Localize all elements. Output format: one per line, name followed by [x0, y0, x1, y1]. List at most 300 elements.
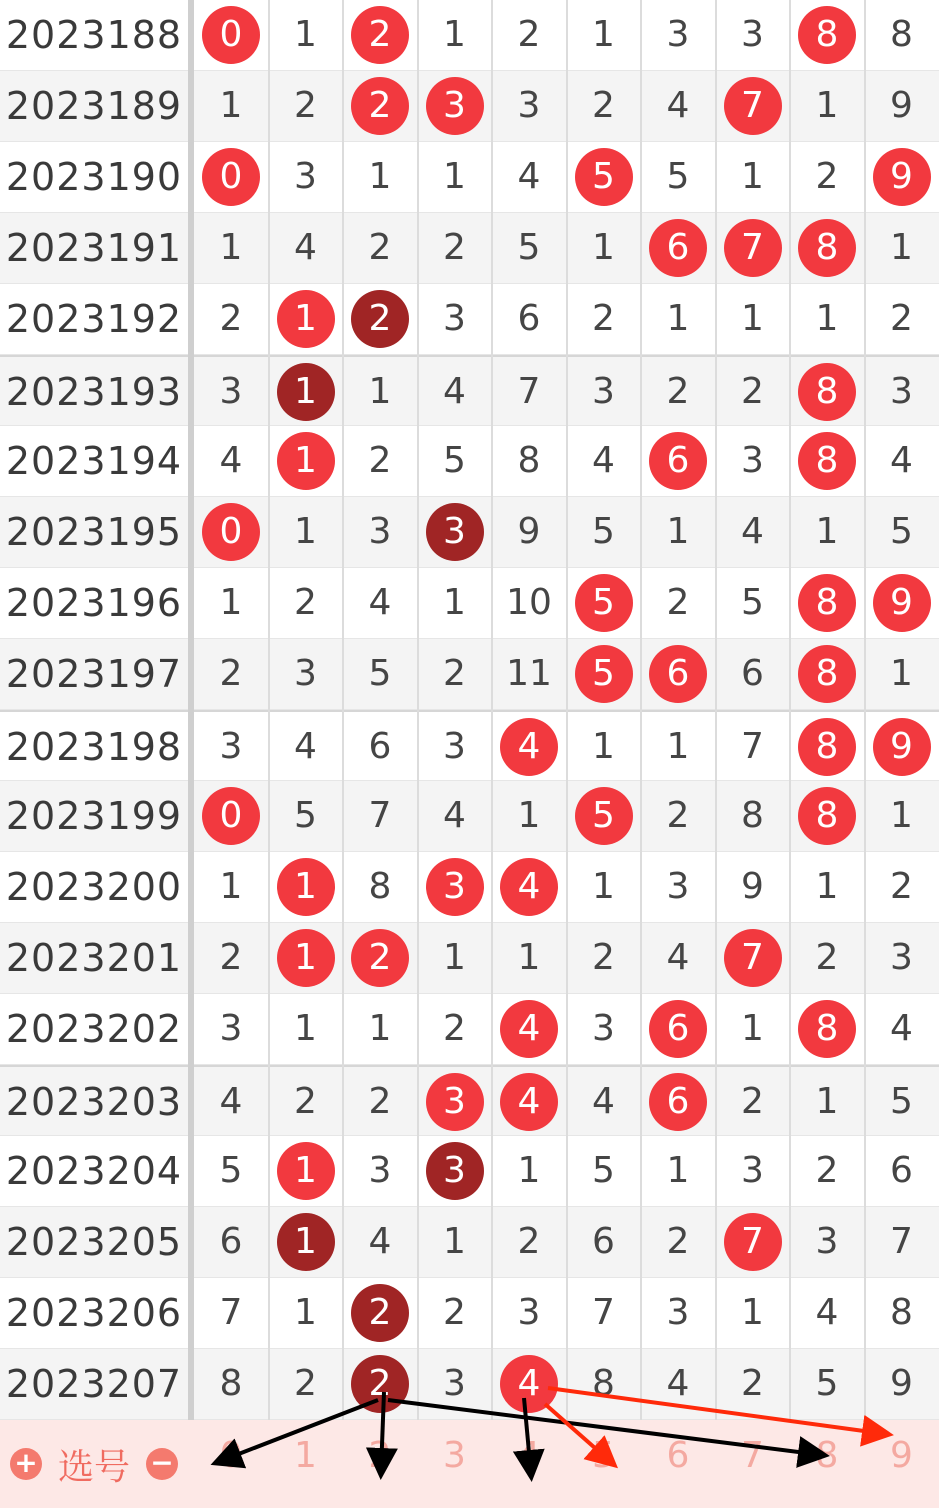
- miss-count: [567, 0, 641, 70]
- cell-value: 1: [443, 14, 466, 55]
- miss-count: [865, 1136, 939, 1206]
- miss-count: [567, 426, 641, 496]
- miss-count: [269, 568, 343, 638]
- miss-count: [194, 1067, 268, 1137]
- cell-value: 2: [592, 298, 615, 339]
- cell-value: 2: [219, 298, 243, 339]
- hit-ball: [641, 213, 715, 283]
- miss-count: [716, 1067, 790, 1137]
- cell-value: 6: [649, 432, 707, 490]
- miss-count: [492, 142, 566, 212]
- miss-count: [343, 142, 417, 212]
- hit-ball: [641, 426, 715, 496]
- cell-value: 2: [294, 85, 317, 126]
- cell-value: 3: [890, 371, 913, 412]
- cell-value: 8: [798, 432, 856, 490]
- digit-select-8[interactable]: 8: [815, 1435, 839, 1476]
- hit-ball: [418, 1136, 492, 1206]
- cell-value: 5: [890, 1081, 913, 1122]
- cell-value: 1: [666, 298, 690, 339]
- miss-count: [492, 639, 566, 709]
- cell-value: 1: [277, 929, 335, 987]
- miss-count: [567, 852, 641, 922]
- cell-value: 6: [592, 1221, 615, 1262]
- cell-value: 1: [517, 1150, 541, 1191]
- hit-ball: [790, 426, 864, 496]
- miss-count: [716, 1278, 790, 1348]
- hit-ball: [790, 0, 864, 70]
- cell-value: 1: [368, 371, 392, 412]
- cell-value: 1: [294, 1008, 317, 1049]
- miss-count: [343, 213, 417, 283]
- miss-count: [492, 426, 566, 496]
- digit-select-2[interactable]: 2: [368, 1435, 392, 1476]
- miss-count: [418, 1349, 492, 1419]
- cell-value: 7: [724, 77, 782, 135]
- cell-value: 9: [741, 866, 764, 907]
- miss-count: [790, 1207, 864, 1277]
- issue-number: 2023198: [5, 725, 183, 769]
- cell-value: 4: [741, 511, 764, 552]
- cell-value: 9: [517, 511, 541, 552]
- cell-value: 6: [517, 298, 541, 339]
- cell-value: 1: [294, 1292, 317, 1333]
- miss-count: [865, 1067, 939, 1137]
- miss-count: [194, 1278, 268, 1348]
- miss-count: [716, 0, 790, 70]
- hit-ball: [641, 1067, 715, 1137]
- miss-count: [641, 71, 715, 141]
- hit-ball: [790, 712, 864, 782]
- cell-value: 7: [724, 929, 782, 987]
- hit-ball: [269, 852, 343, 922]
- miss-count: [194, 284, 268, 354]
- hit-ball: [343, 1278, 417, 1348]
- hit-ball: [567, 639, 641, 709]
- digit-select-3[interactable]: 3: [443, 1435, 466, 1476]
- miss-count: [567, 994, 641, 1064]
- cell-value: 6: [649, 219, 707, 277]
- table-row: [0, 355, 939, 426]
- table-row: [0, 284, 939, 355]
- cell-value: 2: [592, 937, 615, 978]
- cell-value: 1: [294, 14, 317, 55]
- cell-value: 7: [724, 219, 782, 277]
- cell-value: 3: [443, 298, 466, 339]
- cell-value: 4: [500, 718, 558, 776]
- cell-value: 1: [368, 1008, 392, 1049]
- cell-value: 8: [890, 1292, 913, 1333]
- hit-ball: [790, 357, 864, 427]
- cell-value: 2: [351, 290, 409, 348]
- hit-ball: [865, 712, 939, 782]
- cell-value: 10: [506, 582, 552, 623]
- cell-value: 5: [575, 645, 633, 703]
- cell-value: 3: [426, 1073, 484, 1131]
- cell-value: 1: [741, 1008, 764, 1049]
- cell-value: 4: [666, 85, 690, 126]
- miss-count: [865, 284, 939, 354]
- hit-ball: [790, 781, 864, 851]
- miss-count: [790, 1349, 864, 1419]
- miss-count: [865, 639, 939, 709]
- cell-value: 2: [815, 937, 839, 978]
- cell-value: 1: [277, 1142, 335, 1200]
- miss-count: [418, 712, 492, 782]
- cell-value: 3: [666, 1292, 690, 1333]
- miss-count: [194, 994, 268, 1064]
- column-divider: [715, 0, 717, 1420]
- miss-count: [492, 781, 566, 851]
- cell-value: 5: [443, 440, 466, 481]
- cell-value: 7: [592, 1292, 615, 1333]
- cell-value: 3: [517, 85, 541, 126]
- cell-value: 5: [575, 148, 633, 206]
- miss-count: [641, 852, 715, 922]
- cell-value: 8: [517, 440, 541, 481]
- cell-value: 4: [368, 582, 392, 623]
- miss-count: [269, 781, 343, 851]
- cell-value: 3: [592, 371, 615, 412]
- miss-count: [492, 213, 566, 283]
- cell-value: 6: [741, 653, 764, 694]
- miss-count: [567, 497, 641, 567]
- cell-value: 9: [873, 574, 931, 632]
- cell-value: 5: [592, 511, 615, 552]
- cell-value: 8: [890, 14, 913, 55]
- miss-count: [865, 1207, 939, 1277]
- table-row: [0, 781, 939, 852]
- cell-value: 2: [815, 156, 839, 197]
- cell-value: 4: [815, 1292, 839, 1333]
- issue-number: 2023194: [5, 439, 183, 483]
- cell-value: 8: [798, 1000, 856, 1058]
- cell-value: 2: [351, 1355, 409, 1413]
- miss-count: [418, 0, 492, 70]
- miss-count: [641, 1278, 715, 1348]
- hit-ball: [343, 1349, 417, 1419]
- miss-count: [716, 852, 790, 922]
- cell-value: 2: [443, 227, 466, 268]
- hit-ball: [492, 1067, 566, 1137]
- miss-count: [418, 213, 492, 283]
- miss-count: [343, 781, 417, 851]
- digit-select-5[interactable]: 5: [592, 1435, 615, 1476]
- cell-value: 2: [741, 1363, 764, 1404]
- cell-value: 5: [890, 511, 913, 552]
- miss-count: [343, 852, 417, 922]
- miss-count: [865, 1349, 939, 1419]
- miss-count: [790, 284, 864, 354]
- miss-count: [716, 426, 790, 496]
- miss-count: [492, 1207, 566, 1277]
- column-divider: [417, 0, 419, 1420]
- miss-count: [194, 1349, 268, 1419]
- miss-count: [269, 1278, 343, 1348]
- miss-count: [418, 1207, 492, 1277]
- cell-value: 4: [443, 371, 466, 412]
- cell-value: 2: [666, 795, 690, 836]
- miss-count: [716, 712, 790, 782]
- issue-number: 2023190: [5, 155, 183, 199]
- miss-count: [716, 357, 790, 427]
- cell-value: 2: [368, 227, 392, 268]
- cell-value: 7: [517, 371, 541, 412]
- table-row: [0, 213, 939, 284]
- cell-value: 5: [219, 1150, 243, 1191]
- cell-value: 3: [426, 1142, 484, 1200]
- table-row: [0, 426, 939, 497]
- cell-value: 4: [592, 440, 615, 481]
- digit-select-9[interactable]: 9: [890, 1435, 913, 1476]
- miss-count: [343, 994, 417, 1064]
- issue-number: 2023188: [5, 13, 183, 57]
- digit-select-4[interactable]: 4: [517, 1435, 541, 1476]
- miss-count: [865, 71, 939, 141]
- cell-value: 9: [890, 1363, 913, 1404]
- cell-value: 6: [219, 1221, 243, 1262]
- issue-number: 2023197: [5, 652, 183, 696]
- cell-value: 3: [741, 14, 764, 55]
- miss-count: [790, 852, 864, 922]
- cell-value: 8: [798, 718, 856, 776]
- miss-count: [492, 568, 566, 638]
- table-row: [0, 71, 939, 142]
- hit-ball: [492, 852, 566, 922]
- cell-value: 8: [798, 219, 856, 277]
- hit-ball: [269, 1136, 343, 1206]
- miss-count: [269, 994, 343, 1064]
- digit-select-1[interactable]: 1: [294, 1435, 317, 1476]
- miss-count: [716, 142, 790, 212]
- issue-number: 2023207: [5, 1362, 183, 1406]
- cell-value: 1: [443, 156, 466, 197]
- cell-value: 4: [219, 1081, 243, 1122]
- cell-value: 9: [873, 718, 931, 776]
- cell-value: 6: [890, 1150, 913, 1191]
- miss-count: [418, 568, 492, 638]
- table-row: [0, 1278, 939, 1349]
- cell-value: 1: [815, 511, 839, 552]
- digit-select-6[interactable]: 6: [666, 1435, 690, 1476]
- cell-value: 1: [294, 511, 317, 552]
- miss-count: [567, 71, 641, 141]
- issue-number: 2023204: [5, 1149, 183, 1193]
- miss-count: [641, 497, 715, 567]
- cell-value: 4: [500, 858, 558, 916]
- miss-count: [194, 639, 268, 709]
- miss-count: [790, 1278, 864, 1348]
- miss-count: [716, 1349, 790, 1419]
- cell-value: 4: [500, 1000, 558, 1058]
- cell-value: 7: [741, 726, 764, 767]
- cell-value: 1: [741, 298, 764, 339]
- cell-value: 6: [368, 726, 392, 767]
- miss-count: [865, 781, 939, 851]
- miss-count: [641, 142, 715, 212]
- miss-count: [567, 284, 641, 354]
- column-divider: [566, 0, 568, 1420]
- miss-count: [865, 1278, 939, 1348]
- cell-value: 1: [815, 866, 839, 907]
- hit-ball: [194, 497, 268, 567]
- cell-value: 4: [890, 1008, 913, 1049]
- hit-ball: [194, 781, 268, 851]
- miss-count: [418, 142, 492, 212]
- cell-value: 2: [351, 929, 409, 987]
- cell-value: 2: [592, 85, 615, 126]
- hit-ball: [269, 1207, 343, 1277]
- table-row: [0, 142, 939, 213]
- cell-value: 2: [815, 1150, 839, 1191]
- table-row: [0, 568, 939, 639]
- cell-value: 1: [277, 432, 335, 490]
- cell-value: 5: [575, 787, 633, 845]
- hit-ball: [790, 639, 864, 709]
- cell-value: 1: [592, 866, 615, 907]
- cell-value: 11: [506, 653, 552, 694]
- table-row: [0, 923, 939, 994]
- cell-value: 3: [219, 726, 243, 767]
- table-row: [0, 710, 939, 781]
- cell-value: 1: [219, 227, 243, 268]
- cell-value: 1: [219, 85, 243, 126]
- cell-value: 1: [592, 227, 615, 268]
- cell-value: 2: [294, 1363, 317, 1404]
- cell-value: 8: [219, 1363, 243, 1404]
- cell-value: 0: [202, 787, 260, 845]
- cell-value: 7: [368, 795, 392, 836]
- digit-select-7[interactable]: 7: [741, 1435, 764, 1476]
- cell-value: 2: [666, 582, 690, 623]
- miss-count: [418, 639, 492, 709]
- miss-count: [343, 357, 417, 427]
- issue-number: 2023196: [5, 581, 183, 625]
- cell-value: 3: [426, 503, 484, 561]
- cell-value: 5: [294, 795, 317, 836]
- column-divider: [342, 0, 344, 1420]
- miss-count: [492, 71, 566, 141]
- cell-value: 1: [666, 1150, 690, 1191]
- miss-count: [492, 1136, 566, 1206]
- cell-value: 3: [426, 858, 484, 916]
- digit-select-0[interactable]: 0: [219, 1435, 243, 1476]
- hit-ball: [641, 994, 715, 1064]
- miss-count: [865, 497, 939, 567]
- miss-count: [492, 357, 566, 427]
- cell-value: 4: [294, 227, 317, 268]
- hit-ball: [790, 994, 864, 1064]
- cell-value: 3: [592, 1008, 615, 1049]
- miss-count: [269, 0, 343, 70]
- cell-value: 3: [219, 371, 243, 412]
- hit-ball: [790, 568, 864, 638]
- cell-value: 1: [277, 858, 335, 916]
- cell-value: 8: [798, 787, 856, 845]
- miss-count: [492, 1278, 566, 1348]
- cell-value: 6: [649, 1073, 707, 1131]
- miss-count: [641, 781, 715, 851]
- cell-value: 9: [873, 148, 931, 206]
- miss-count: [194, 712, 268, 782]
- cell-value: 4: [592, 1081, 615, 1122]
- column-divider: [188, 0, 194, 1420]
- cell-value: 1: [277, 290, 335, 348]
- miss-count: [343, 568, 417, 638]
- miss-count: [865, 923, 939, 993]
- miss-count: [194, 1136, 268, 1206]
- table-row: [0, 1065, 939, 1136]
- cell-value: 2: [443, 1008, 466, 1049]
- cell-value: 5: [815, 1363, 839, 1404]
- hit-ball: [343, 71, 417, 141]
- miss-count: [492, 0, 566, 70]
- plus-icon[interactable]: +: [10, 1448, 42, 1480]
- cell-value: 3: [890, 937, 913, 978]
- minus-icon[interactable]: −: [146, 1448, 178, 1480]
- cell-value: 1: [815, 298, 839, 339]
- miss-count: [865, 213, 939, 283]
- miss-count: [492, 923, 566, 993]
- cell-value: 1: [517, 795, 541, 836]
- cell-value: 4: [666, 1363, 690, 1404]
- miss-count: [865, 357, 939, 427]
- miss-count: [343, 1207, 417, 1277]
- cell-value: 3: [294, 156, 317, 197]
- cell-value: 4: [368, 1221, 392, 1262]
- hit-ball: [716, 923, 790, 993]
- miss-count: [790, 1067, 864, 1137]
- cell-value: 3: [666, 866, 690, 907]
- miss-count: [716, 284, 790, 354]
- table-row: [0, 852, 939, 923]
- cell-value: 2: [443, 1292, 466, 1333]
- cell-value: 2: [890, 866, 913, 907]
- hit-ball: [716, 213, 790, 283]
- issue-number: 2023205: [5, 1220, 183, 1264]
- cell-value: 1: [890, 653, 913, 694]
- miss-count: [865, 426, 939, 496]
- miss-count: [716, 639, 790, 709]
- miss-count: [418, 1278, 492, 1348]
- miss-count: [418, 994, 492, 1064]
- miss-count: [865, 0, 939, 70]
- cell-value: 1: [219, 582, 243, 623]
- miss-count: [641, 0, 715, 70]
- cell-value: 1: [277, 1213, 335, 1271]
- cell-value: 1: [443, 1221, 466, 1262]
- hit-ball: [194, 0, 268, 70]
- cell-value: 2: [890, 298, 913, 339]
- cell-value: 2: [741, 371, 764, 412]
- cell-value: 3: [443, 726, 466, 767]
- miss-count: [716, 781, 790, 851]
- cell-value: 2: [666, 371, 690, 412]
- issue-number: 2023203: [5, 1080, 183, 1124]
- miss-count: [567, 1207, 641, 1277]
- cell-value: 1: [592, 14, 615, 55]
- cell-value: 0: [202, 503, 260, 561]
- miss-count: [269, 1349, 343, 1419]
- miss-count: [418, 284, 492, 354]
- hit-ball: [865, 142, 939, 212]
- miss-count: [567, 213, 641, 283]
- miss-count: [418, 426, 492, 496]
- hit-ball: [567, 142, 641, 212]
- miss-count: [567, 1278, 641, 1348]
- miss-count: [269, 712, 343, 782]
- cell-value: 5: [592, 1150, 615, 1191]
